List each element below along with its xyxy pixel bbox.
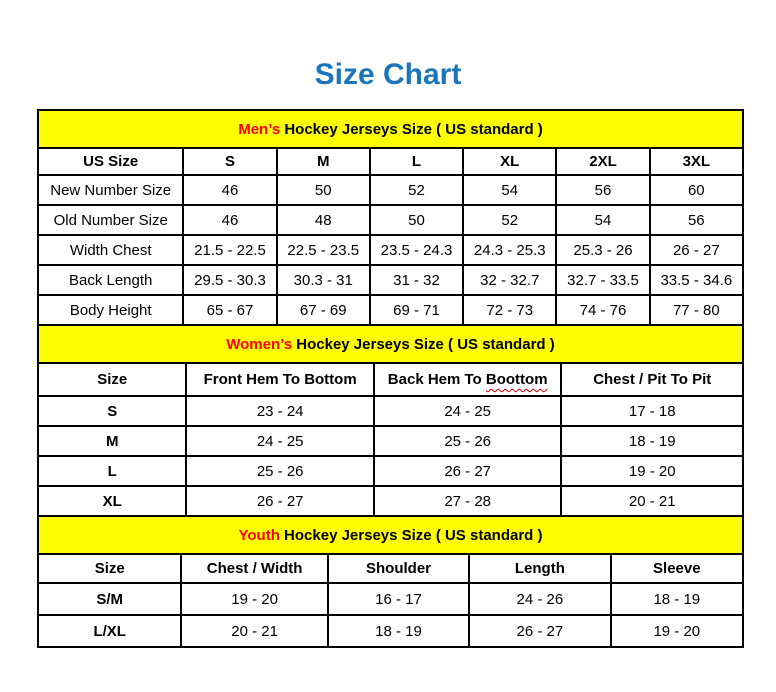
- youth-section-title-rest: Hockey Jerseys Size ( US standard ): [279, 526, 543, 544]
- table-cell: 20 - 21: [561, 486, 743, 516]
- youth-size-table: [37, 515, 744, 648]
- row-label: S/M: [38, 583, 181, 615]
- table-cell: 18 - 19: [561, 426, 743, 456]
- table-row: [38, 205, 743, 235]
- table-cell: 19 - 20: [561, 456, 743, 486]
- table-cell: 60: [650, 175, 743, 205]
- table-cell: 32.7 - 33.5: [556, 265, 649, 295]
- table-cell: 30.3 - 31: [277, 265, 370, 295]
- back-hem-misspelled-word: Boottom: [485, 371, 548, 388]
- table-cell: 16 - 17: [328, 583, 469, 615]
- table-cell: 23 - 24: [186, 396, 374, 426]
- row-label: M: [38, 426, 186, 456]
- column-header: 2XL: [556, 148, 649, 175]
- mens-band-row: [38, 110, 743, 148]
- column-header: S: [183, 148, 276, 175]
- column-header: 3XL: [650, 148, 743, 175]
- page-title: Size Chart: [314, 58, 462, 91]
- column-header: L: [370, 148, 463, 175]
- womens-section-title-highlight: Women’s: [226, 335, 293, 353]
- row-label: S: [38, 396, 186, 426]
- table-row: [38, 396, 743, 426]
- table-cell: 25 - 26: [186, 456, 374, 486]
- table-cell: 32 - 32.7: [463, 265, 556, 295]
- womens-header-row: [38, 363, 743, 396]
- row-label: L: [38, 456, 186, 486]
- table-row: [38, 295, 743, 325]
- table-cell: 19 - 20: [611, 615, 743, 647]
- table-cell: 26 - 27: [650, 235, 743, 265]
- table-cell: 24 - 25: [374, 396, 562, 426]
- mens-section-title: [38, 110, 743, 148]
- table-cell: 56: [650, 205, 743, 235]
- youth-section-title: [38, 516, 743, 554]
- column-header: Chest / Pit To Pit: [561, 363, 743, 396]
- table-row: [38, 265, 743, 295]
- youth-section-title-highlight: Youth: [238, 526, 280, 544]
- row-label: Width Chest: [38, 235, 183, 265]
- table-cell: 29.5 - 30.3: [183, 265, 276, 295]
- table-cell: 72 - 73: [463, 295, 556, 325]
- table-cell: 24 - 26: [469, 583, 610, 615]
- table-cell: 50: [370, 205, 463, 235]
- table-cell: 24 - 25: [186, 426, 374, 456]
- column-header: Chest / Width: [181, 554, 327, 583]
- table-cell: 54: [556, 205, 649, 235]
- table-cell: 25.3 - 26: [556, 235, 649, 265]
- mens-size-table: [37, 109, 744, 326]
- mens-section-title-highlight: Men’s: [238, 120, 281, 138]
- womens-size-table: [37, 324, 744, 517]
- column-header-misspelled: [374, 363, 562, 396]
- column-header: XL: [463, 148, 556, 175]
- column-header: Size: [38, 363, 186, 396]
- table-cell: 19 - 20: [181, 583, 327, 615]
- womens-section-title: [38, 325, 743, 363]
- mens-header-row: [38, 148, 743, 175]
- table-cell: 54: [463, 175, 556, 205]
- column-header: Sleeve: [611, 554, 743, 583]
- table-cell: 23.5 - 24.3: [370, 235, 463, 265]
- table-cell: 48: [277, 205, 370, 235]
- table-cell: 50: [277, 175, 370, 205]
- table-cell: 22.5 - 23.5: [277, 235, 370, 265]
- table-cell: 52: [463, 205, 556, 235]
- column-header: Shoulder: [328, 554, 469, 583]
- table-row: [38, 583, 743, 615]
- table-cell: 77 - 80: [650, 295, 743, 325]
- row-label: New Number Size: [38, 175, 183, 205]
- table-row: [38, 426, 743, 456]
- table-cell: 56: [556, 175, 649, 205]
- row-label: L/XL: [38, 615, 181, 647]
- table-cell: 26 - 27: [469, 615, 610, 647]
- table-row: [38, 615, 743, 647]
- table-cell: 31 - 32: [370, 265, 463, 295]
- table-cell: 18 - 19: [328, 615, 469, 647]
- row-label: Old Number Size: [38, 205, 183, 235]
- womens-band-row: [38, 325, 743, 363]
- table-cell: 18 - 19: [611, 583, 743, 615]
- column-header: M: [277, 148, 370, 175]
- back-hem-prefix: Back Hem To: [387, 371, 486, 388]
- table-cell: 46: [183, 175, 276, 205]
- column-header: Front Hem To Bottom: [186, 363, 374, 396]
- table-cell: 74 - 76: [556, 295, 649, 325]
- column-header: Size: [38, 554, 181, 583]
- row-label: Body Height: [38, 295, 183, 325]
- table-cell: 26 - 27: [374, 456, 562, 486]
- youth-band-row: [38, 516, 743, 554]
- table-cell: 46: [183, 205, 276, 235]
- table-cell: 33.5 - 34.6: [650, 265, 743, 295]
- table-cell: 27 - 28: [374, 486, 562, 516]
- table-row: [38, 486, 743, 516]
- mens-section-title-rest: Hockey Jerseys Size ( US standard ): [280, 120, 543, 138]
- table-cell: 25 - 26: [374, 426, 562, 456]
- table-cell: 26 - 27: [186, 486, 374, 516]
- table-row: [38, 456, 743, 486]
- table-cell: 24.3 - 25.3: [463, 235, 556, 265]
- table-cell: 69 - 71: [370, 295, 463, 325]
- table-cell: 17 - 18: [561, 396, 743, 426]
- table-cell: 52: [370, 175, 463, 205]
- row-label: Back Length: [38, 265, 183, 295]
- table-cell: 21.5 - 22.5: [183, 235, 276, 265]
- table-row: [38, 175, 743, 205]
- table-cell: 20 - 21: [181, 615, 327, 647]
- column-header: US Size: [38, 148, 183, 175]
- column-header: Length: [469, 554, 610, 583]
- womens-section-title-rest: Hockey Jerseys Size ( US standard ): [292, 335, 555, 353]
- table-cell: 65 - 67: [183, 295, 276, 325]
- table-cell: 67 - 69: [277, 295, 370, 325]
- youth-header-row: [38, 554, 743, 583]
- table-row: [38, 235, 743, 265]
- row-label: XL: [38, 486, 186, 516]
